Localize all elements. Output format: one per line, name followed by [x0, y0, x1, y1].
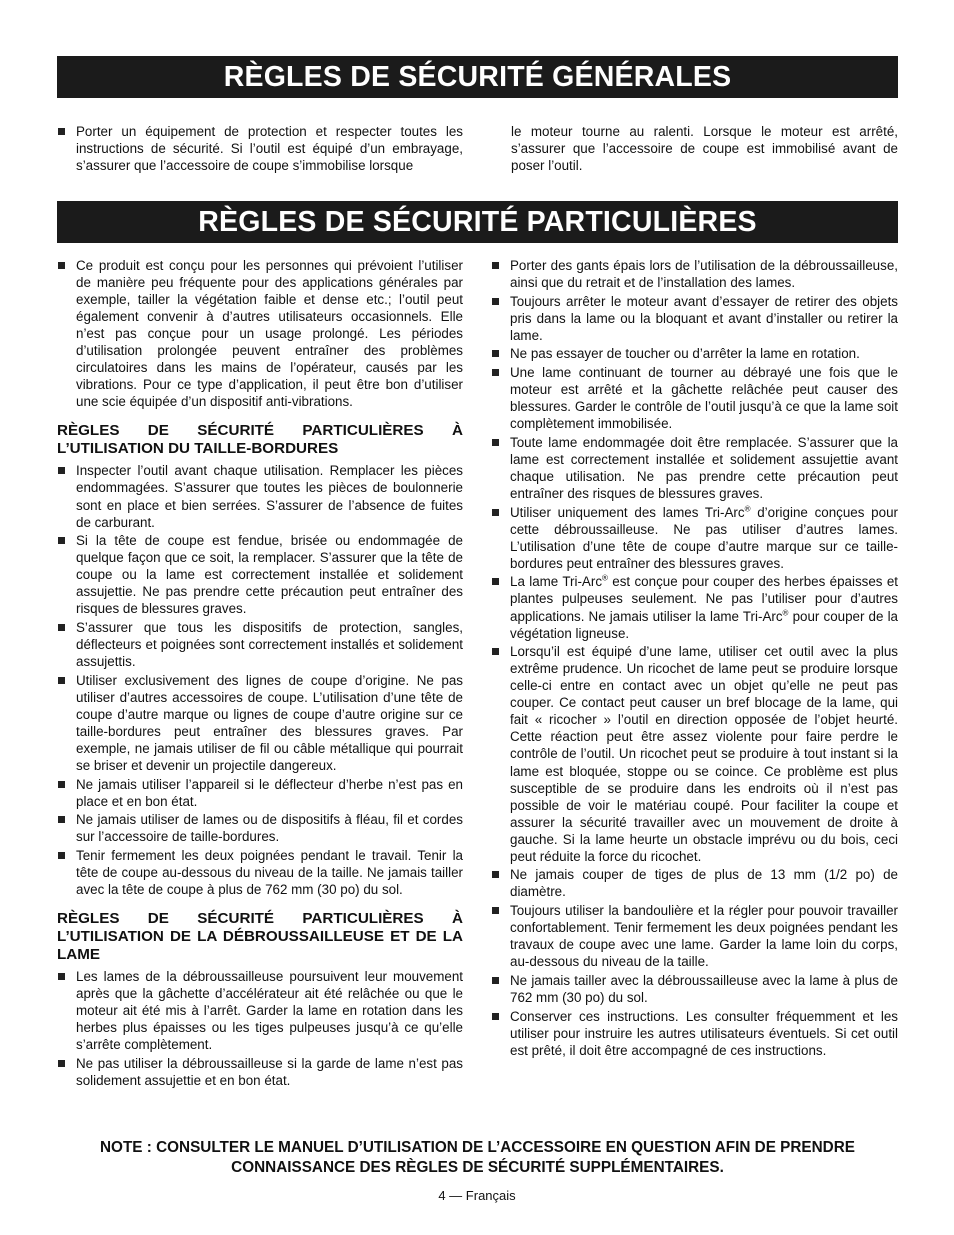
list-item: Porter des gants épais lors de l’utilisation de la débroussailleuse, ainsi que du retrait et de l’installation des lames.	[491, 257, 898, 291]
list-item: Si la tête de coupe est fendue, brisée ou endommagée de quelque façon que ce soit, la remplacer. S’assurer que la tête de coupe ou la lame est correctement installée et solidement assujettie. Ne pas prendre cette précaution peut entraîner des risques de blessures graves.	[57, 532, 463, 617]
list-item: Utiliser exclusivement des lignes de coupe d’origine. Ne pas utiliser d’autres accessoires de coupe. L’utilisation d’une tête de coupe d’autre marque ou lignes de coupe d’autre origine sur ce taille-bordures peut entraîner des blessures graves. Par exemple, ne jamais utiliser de fil ou câble métallique qui pourrait se briser et devenir un projectile dangereux.	[57, 672, 463, 774]
item-text: pour couper de la végétation ligneuse.	[510, 608, 898, 641]
list-item: Porter un équipement de protection et respecter toutes les instructions de sécurité. Si l’outil est équipé d’un embrayage, s’assurer que l’accessoire de coupe s’immobilise lorsque	[57, 123, 463, 174]
list-item: Lorsqu’il est équipé d’une lame, utiliser cet outil avec la plus extrême prudence. Un ricochet de lame peut se produire lorsque celle-ci entre en contact avec un objet qu’elle ne peut pas couper. Ce contact peut causer un bref blocage de la lame, qui fait « ricocher » l’outil en direction opposée de l’objet heurté. Cette réaction peut être assez violente pour faire perdre le contrôle de l’outil. Un ricochet peut se produire à tout instant si la lame est bloquée, stoppe ou se coince. Ce problème est plus susceptible de se produire dans les endroits où il n’est pas possible de voir le matériau coupé. Pour faciliter la coupe et assurer la sécurité travailler avec un mouvement de droite à gauche. Si la lame heurte un obstacle imprévu ou du bois, ceci peut réduite la force du ricochet.	[491, 643, 898, 865]
list-item: Toute lame endommagée doit être remplacée. S’assurer que la lame est correctement installée et solidement assujettie avant chaque utilisation. Ne pas prendre cette précaution peut entraîner des risques de blessures graves.	[491, 434, 898, 502]
list-item: Ne jamais tailler avec la débroussailleuse avec la lame à plus de 762 mm (30 po) du sol.	[491, 972, 898, 1006]
list-item	[491, 504, 898, 572]
list-item	[491, 573, 898, 641]
right-column	[491, 257, 898, 1060]
list-item: Ne jamais couper de tiges de plus de 13 mm (1/2 po) de diamètre.	[491, 866, 898, 900]
list-item: Conserver ces instructions. Les consulter fréquemment et les utiliser pour instruire les autres utilisateurs éventuels. Si cet outil est prêté, il doit être accompagné de ces instructions.	[491, 1008, 898, 1059]
registered-mark: ®	[744, 504, 751, 514]
brushcutter-rules-heading: RÈGLES DE SÉCURITÉ PARTICULIÈRES À L’UTILISATION DE LA DÉBROUSSAILLEUSE ET DE LA LAME	[57, 910, 463, 964]
list-item: Toujours arrêter le moteur avant d’essayer de retirer des objets pris dans la lame ou la bloquant et avant d’installer ou retirer la lame.	[491, 293, 898, 344]
general-rules-title: RÈGLES DE SÉCURITÉ GÉNÉRALES	[57, 56, 898, 98]
registered-mark: ®	[782, 608, 789, 618]
list-item: Ne pas essayer de toucher ou d’arrêter la lame en rotation.	[491, 345, 898, 362]
general-rules-left	[57, 123, 463, 176]
item-text: La lame Tri-Arc	[510, 574, 603, 590]
list-item: Ne jamais utiliser de lames ou de dispositifs à fléau, fil et cordes sur l’accessoire de taille-bordures.	[57, 811, 463, 845]
note-text: NOTE : CONSULTER LE MANUEL D’UTILISATION DE L’ACCESSOIRE EN QUESTION AFIN DE PRENDRE CONNAISSANCE DES RÈGLES DE SÉCURITÉ SUPPLÉMENTAIRES.	[100, 1139, 855, 1176]
trimmer-rules-heading: RÈGLES DE SÉCURITÉ PARTICULIÈRES À L’UTILISATION DU TAILLE-BORDURES	[57, 422, 463, 458]
item-text: Utiliser uniquement des lames Tri-Arc	[510, 504, 745, 520]
item-text: d’origine conçues pour cette débroussailleuse. Ne pas utiliser d’autres lames. L’utilisation d’une tête de coupe d’autre marque sur ce taille-bordures peut entraîner des blessures graves.	[510, 504, 898, 571]
list-item: Les lames de la débroussailleuse poursuivent leur mouvement après que la gâchette d’accélérateur ait été relâchée ou que le moteur ait été mis à l’arrêt. Garder la lame en rotation dans les herbes plus épaisses ou les tiges pulpeuses jusqu’à ce qu’elle s’arrête complètement.	[57, 968, 463, 1053]
list-item-continuation: le moteur tourne au ralenti. Lorsque le moteur est arrêté, s’assurer que l’accessoire de coupe est immobilisé avant de poser l’outil.	[511, 124, 898, 174]
list-item: S’assurer que tous les dispositifs de protection, sangles, déflecteurs et poignées sont correctement installés et solidement assujettis.	[57, 619, 463, 670]
list-item: Inspecter l’outil avant chaque utilisation. Remplacer les pièces endommagées. S’assurer que toutes les pièces de boulonnerie sont en place et bien serrées. S’assurer de l’absence de fuites de carburant.	[57, 462, 463, 530]
list-item: Une lame continuant de tourner au débrayé une fois que le moteur est arrêté et la gâchette relâchée peut causer des blessures. Garder le contrôle de l’outil jusqu’à ce que la lame soit complètement immobilisée.	[491, 364, 898, 432]
list-item: Toujours utiliser la bandoulière et la régler pour pouvoir travailler confortablement. Tenir fermement les deux poignées pendant les travaux de coupe avec une lame. Garder la lame loin du corps, au-dessous du niveau de la taille.	[491, 902, 898, 970]
page-footer: 4 — Français	[438, 1188, 516, 1203]
list-item: Ne jamais utiliser l’appareil si le déflecteur d’herbe n’est pas en place et en bon état.	[57, 776, 463, 810]
list-item: Ne pas utiliser la débroussailleuse si la garde de lame n’est pas solidement assujettie et en bon état.	[57, 1055, 463, 1089]
particular-rules-title: RÈGLES DE SÉCURITÉ PARTICULIÈRES	[57, 201, 898, 243]
left-column	[57, 257, 463, 1091]
general-rules-right	[511, 123, 898, 174]
list-item: Ce produit est conçu pour les personnes qui prévoient l’utiliser de manière peu fréquente pour des applications générales par exemple, tailler la végétation faible et dense etc.; l’outil peut également convenir à d’autres utilisateurs occasionnels. Elle n’est pas conçue pour un usage prolongé. Les périodes d’utilisation prolongée peuvent entraîner des problèmes circulatoires dans les mains de l’opérateur, causés par les vibrations. Pour ce type d’application, il peut être bon d’utiliser une scie équipée d’un dispositif anti-vibrations.	[57, 257, 463, 410]
list-item: Tenir fermement les deux poignées pendant le travail. Tenir la tête de coupe au-dessous du niveau de la taille. Ne jamais tailler avec la tête de coupe à plus de 762 mm (30 po) du sol.	[57, 847, 463, 898]
registered-mark: ®	[602, 573, 608, 583]
item-text: est conçue pour couper des herbes épaisses et plantes pulpeuses seulement. Ne pas l’utiliser pour d’autres applications. Ne jamais utiliser la lame Tri-Arc	[510, 574, 899, 624]
